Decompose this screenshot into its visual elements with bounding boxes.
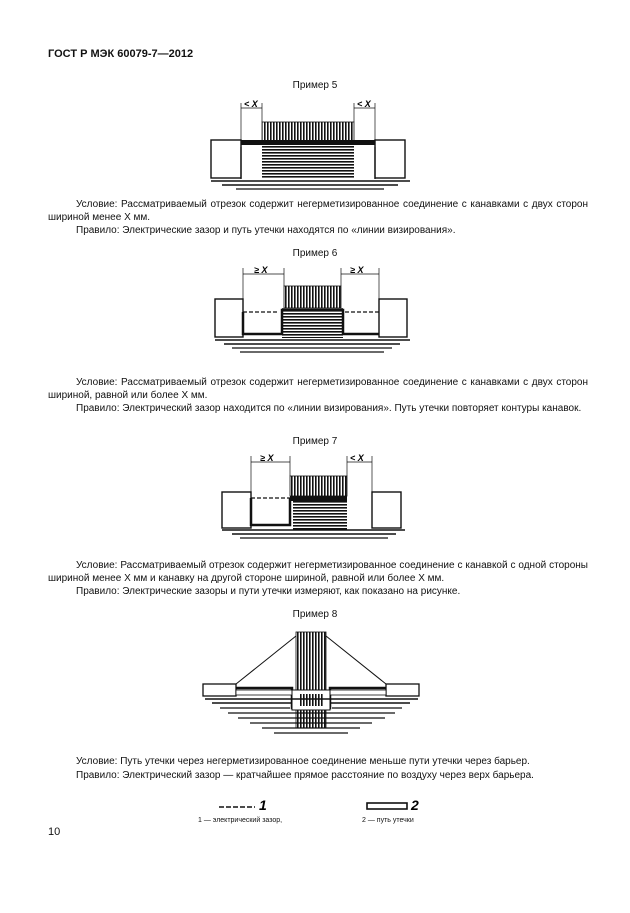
legend-item-1-number: 1 [259,797,267,813]
legend-item-2-text: 2 — путь утечки [362,817,414,824]
dim-label: ≥ X [350,265,364,275]
page-number: 10 [48,826,61,838]
dim-label: < X [357,99,371,109]
example-7-caption: Пример 7 [292,436,338,447]
example-6-condition: Условие: Рассматриваемый отрезок содержит негерметизированное соединение с канавками с двух сторон шириной, равной или более X мм. [48,377,588,401]
example-5-caption: Пример 5 [292,80,338,91]
example-7-rule: Правило: Электрические зазоры и пути утечки измеряют, как показано на рисунке. [76,586,461,597]
example-7-figure [0,450,630,550]
example-6-figure [0,262,630,370]
example-6-rule: Правило: Электрический зазор находится по «линии визирования». Путь утечки повторяет контуры канавок. [76,403,582,414]
legend-item-2-number: 2 [411,797,419,813]
example-8-condition: Условие: Путь утечки через негерметизированное соединение меньше пути утечки через барьер. [76,756,530,767]
example-8-rule: Правило: Электрический зазор — кратчайшее прямое расстояние по воздуху через верх барьера. [76,770,534,781]
example-8-figure [0,624,630,746]
dim-label: ≥ X [254,265,268,275]
example-7-condition: Условие: Рассматриваемый отрезок содержит негерметизированное соединение с канавкой с одной стороны шириной менее X мм и канавку на другой стороне шириной, равной или более X мм. [48,560,588,584]
dim-label: < X [244,99,258,109]
example-6-caption: Пример 6 [292,248,338,259]
legend-symbols [215,795,435,815]
example-5-rule: Правило: Электрические зазор и путь утечки находятся по «линии визирования». [76,225,456,236]
legend-item-1-text: 1 — электрический зазор, [198,817,283,824]
dim-label: < X [350,453,364,463]
example-5-condition: Условие: Рассматриваемый отрезок содержит негерметизированное соединение с канавками с двух сторон шириной менее X мм. [48,199,588,223]
document-header: ГОСТ Р МЭК 60079-7—2012 [48,48,194,60]
example-5-figure [0,95,630,193]
example-8-caption: Пример 8 [292,609,338,620]
dim-label: ≥ X [260,453,274,463]
